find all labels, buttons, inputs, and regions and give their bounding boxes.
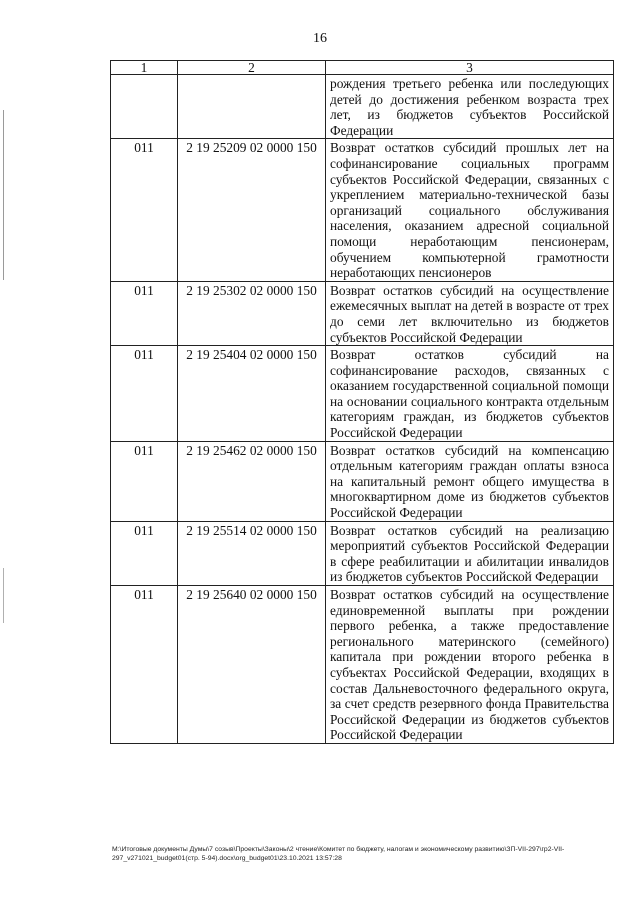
budget-code-cell: 2 19 25462 02 0000 150 <box>178 441 326 521</box>
table-row <box>111 586 614 744</box>
budget-table <box>110 60 614 744</box>
header-col-1: 1 <box>111 61 178 75</box>
admin-code-cell: 011 <box>111 139 178 281</box>
table-row <box>111 441 614 521</box>
table-row <box>111 281 614 345</box>
table-row <box>111 139 614 281</box>
admin-code-cell: 011 <box>111 441 178 521</box>
description-cell: Возврат остатков субсидий на осуществление единовременной выплаты при рождении первого ребенка, а также предоставление регионального материнского (семейного) капитала при рождении второго ребенка в субъектах Российской Федерации, входящих в состав Дальневосточного федерального округа, за счет средств резервного фонда Правительства Российской Федерации из бюджетов субъектов Российской Федерации <box>326 586 614 744</box>
table-row <box>111 521 614 585</box>
table-row <box>111 75 614 139</box>
budget-code-cell: 2 19 25404 02 0000 150 <box>178 346 326 442</box>
description-cell: Возврат остатков субсидий на реализацию мероприятий субъектов Российской Федерации в сфере реабилитации и абилитации инвалидов из бюджетов субъектов Российской Федерации <box>326 521 614 585</box>
scan-margin-line <box>3 568 4 623</box>
admin-code-cell: 011 <box>111 521 178 585</box>
admin-code-cell: 011 <box>111 281 178 345</box>
admin-code-cell: 011 <box>111 586 178 744</box>
table-row <box>111 346 614 442</box>
budget-code-cell: 2 19 25302 02 0000 150 <box>178 281 326 345</box>
description-cell: Возврат остатков субсидий на осуществление ежемесячных выплат на детей в возрасте от трех до семи лет включительно из бюджетов субъектов Российской Федерации <box>326 281 614 345</box>
budget-code-cell: 2 19 25640 02 0000 150 <box>178 586 326 744</box>
description-cell: Возврат остатков субсидий на компенсацию отдельным категориям граждан оплаты взноса на капитальный ремонт общего имущества в многоквартирном доме из бюджетов субъектов Российской Федерации <box>326 441 614 521</box>
description-cell: Возврат остатков субсидий прошлых лет на софинансирование социальных программ субъектов Российской Федерации, связанных с укреплением материально-технической базы организаций социального обслуживания населения, оказанием адресной социальной помощи неработающим пенсионерам, обучением компьютерной грамотности неработающих пенсионеров <box>326 139 614 281</box>
header-col-2: 2 <box>178 61 326 75</box>
page-number: 16 <box>313 31 327 46</box>
budget-code-cell: 2 19 25209 02 0000 150 <box>178 139 326 281</box>
header-col-3: 3 <box>326 61 614 75</box>
description-cell: рождения третьего ребенка или последующих детей до достижения ребенком возраста трех лет, из бюджетов субъектов Российской Федерации <box>326 75 614 139</box>
budget-code-cell: 2 19 25514 02 0000 150 <box>178 521 326 585</box>
scan-margin-line <box>3 110 4 280</box>
document-path-footer: М:\Итоговые документы Думы\7 созыв\Проекты\Законы\2 чтение\Комитет по бюджету, налогам и экономическому развитию\ЗП-VII-297\гр2-VII-297_v271021_budget01(стр. 5-94).docx\org_budget01\23.10.2021 13:57:28 <box>112 846 565 862</box>
table-header-row <box>111 61 614 75</box>
budget-code-cell <box>178 75 326 139</box>
admin-code-cell: 011 <box>111 346 178 442</box>
admin-code-cell <box>111 75 178 139</box>
description-cell: Возврат остатков субсидий на софинансирование расходов, связанных с оказанием государственной социальной помощи на основании социального контракта отдельным категориям граждан, из бюджетов субъектов Российской Федерации <box>326 346 614 442</box>
